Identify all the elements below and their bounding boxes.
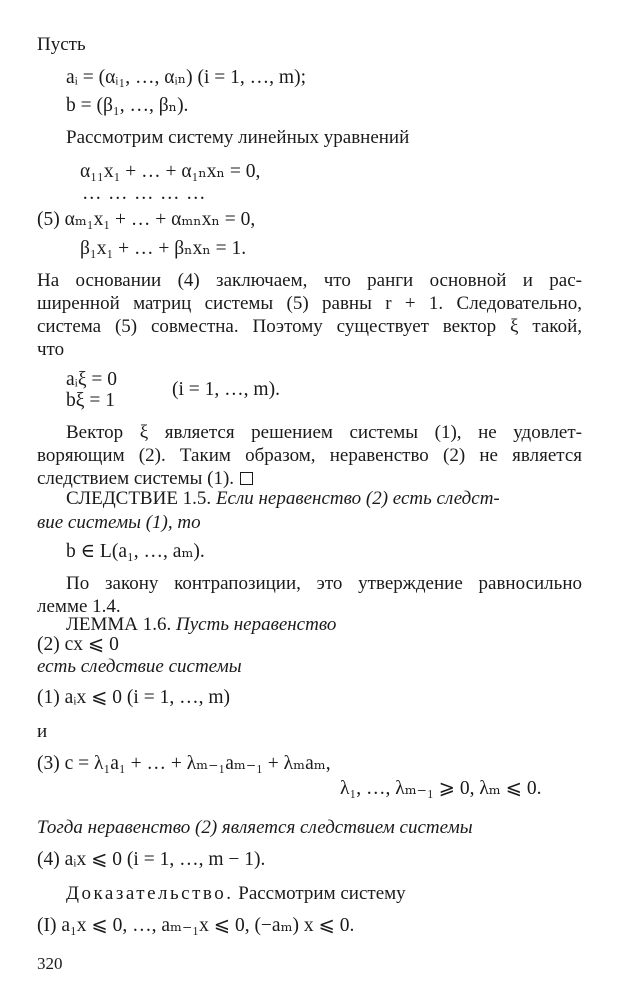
corollary-line bbox=[66, 487, 500, 511]
paragraph-line: На основании (4) заключаем, что ранги основной и рас- bbox=[37, 270, 582, 291]
corollary-statement: Если неравенство (2) есть следст- bbox=[215, 488, 500, 509]
lemma-statement: Пусть неравенство bbox=[176, 614, 337, 635]
corollary-statement-cont: вие системы (1), то bbox=[37, 512, 201, 533]
paragraph-line: По закону контрапозиции, это утверждение равносильно bbox=[66, 573, 582, 594]
system-dots: …………… bbox=[82, 183, 212, 204]
paragraph-line: воряющим (2). Таким образом, неравенство (2) не является bbox=[37, 445, 582, 466]
formula-system-1: (1) aᵢx ⩽ 0 (i = 1, …, m) bbox=[37, 687, 230, 708]
qed-square-icon bbox=[240, 472, 253, 485]
text-line: Рассмотрим систему линейных уравнений bbox=[66, 127, 410, 148]
lemma-heading: ЛЕММА 1.6. bbox=[66, 614, 172, 635]
corollary-heading: СЛЕДСТВИЕ 1.5. bbox=[66, 488, 212, 509]
text-line: Пусть bbox=[37, 34, 86, 55]
formula-system-4: (4) aᵢx ⩽ 0 (i = 1, …, m − 1). bbox=[37, 849, 266, 870]
proof-text: Рассмотрим систему bbox=[238, 883, 406, 904]
formula-c-combination: (3) c = λ₁a₁ + … + λₘ₋₁aₘ₋₁ + λₘaₘ, bbox=[37, 753, 331, 774]
formula-vector-a: aᵢ = (αᵢ₁, …, αᵢₙ) (i = 1, …, m); bbox=[66, 67, 306, 88]
paragraph-line: ширенной матриц системы (5) равны r + 1. Следовательно, bbox=[37, 293, 582, 314]
formula-inequality-2: (2) cx ⩽ 0 bbox=[37, 634, 119, 655]
formula-b-xi: bξ = 1 bbox=[66, 390, 115, 411]
paragraph-line: что bbox=[37, 339, 65, 360]
formula-vector-b: b = (β₁, …, βₙ). bbox=[66, 95, 189, 116]
system-equation-m: (5) αₘ₁x₁ + … + αₘₙxₙ = 0, bbox=[37, 209, 256, 230]
formula-range: (i = 1, …, m). bbox=[172, 379, 280, 400]
system-equation-1: α₁₁x₁ + … + α₁ₙxₙ = 0, bbox=[80, 161, 261, 182]
formula-lambda-signs: λ₁, …, λₘ₋₁ ⩾ 0, λₘ ⩽ 0. bbox=[340, 778, 542, 799]
system-equation-last: β₁x₁ + … + βₙxₙ = 1. bbox=[80, 238, 247, 259]
paragraph-line: лемме 1.4. bbox=[37, 596, 121, 617]
formula-system-I: (I) a₁x ⩽ 0, …, aₘ₋₁x ⩽ 0, (−aₘ) x ⩽ 0. bbox=[37, 915, 355, 936]
text-line: и bbox=[37, 721, 48, 742]
paragraph-line-text: следствием системы (1). bbox=[37, 468, 235, 489]
formula-a-xi: aᵢξ = 0 bbox=[66, 369, 118, 390]
formula-b-in-span: b ∈ L(a₁, …, aₘ). bbox=[66, 541, 205, 562]
proof-heading: Доказательство. bbox=[66, 883, 234, 904]
lemma-statement-cont: есть следствие системы bbox=[37, 656, 242, 677]
paragraph-line: Вектор ξ является решением системы (1), не удовлет- bbox=[66, 422, 582, 443]
lemma-conclusion: Тогда неравенство (2) является следствием системы bbox=[37, 817, 473, 838]
page-number: 320 bbox=[37, 954, 63, 973]
paragraph-line: система (5) совместна. Поэтому существует вектор ξ такой, bbox=[37, 316, 582, 337]
proof-line bbox=[66, 882, 406, 906]
